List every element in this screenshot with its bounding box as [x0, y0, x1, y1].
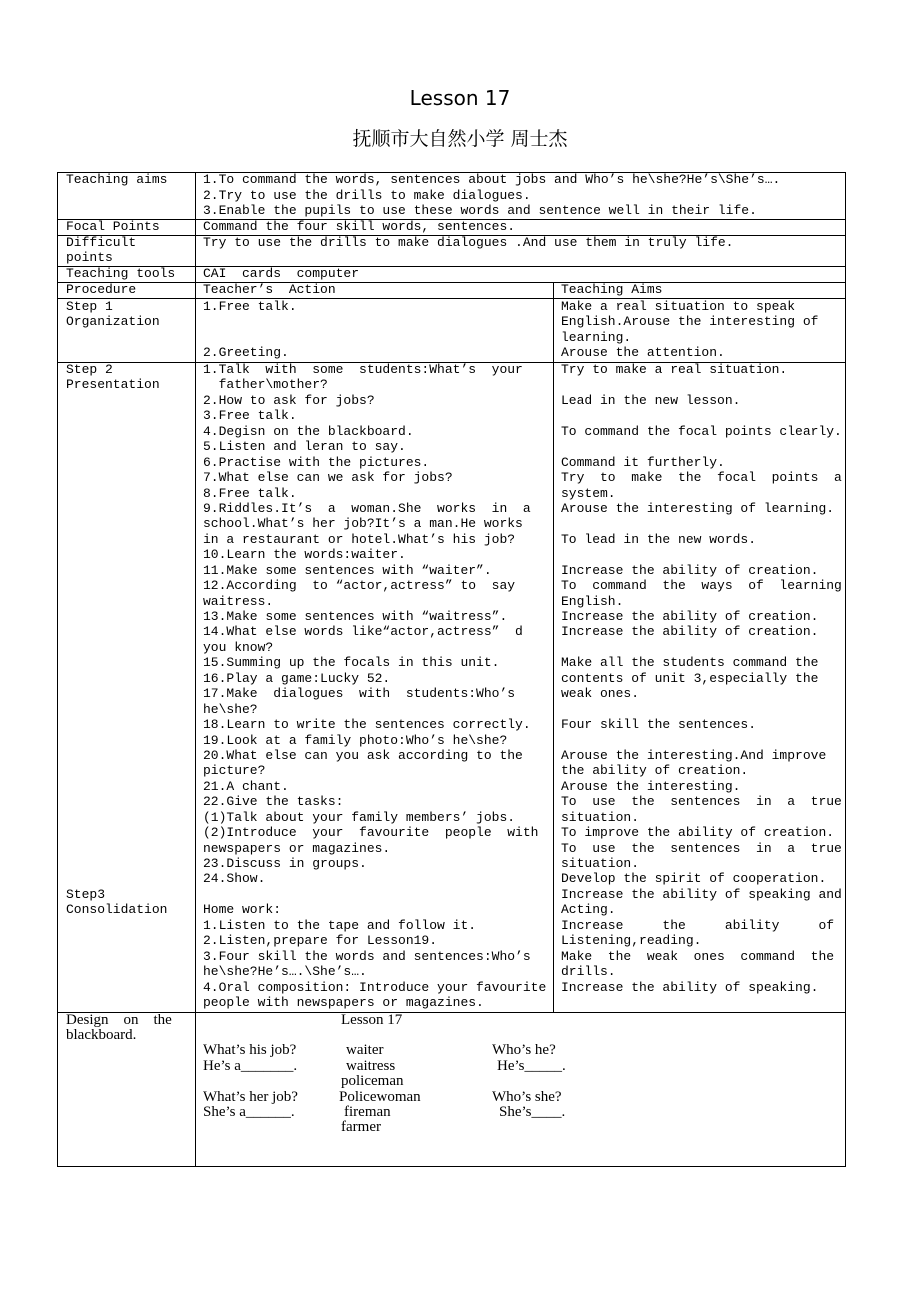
text-line: Make the weak ones command the [561, 948, 835, 964]
text-line: Acting. [561, 902, 616, 918]
teacher-action-header: Teacher’s Action [203, 282, 336, 297]
text-line [561, 702, 842, 717]
text-line: Organization [66, 314, 160, 330]
text-line: To use the sentences in a true [561, 794, 842, 810]
text-line: To command the ways of learning [561, 578, 842, 594]
text-line: Lead in the new lesson. [561, 392, 741, 408]
text-line [66, 424, 167, 439]
text-line: Arouse the interesting of learning. [561, 500, 835, 516]
text-line [66, 470, 167, 485]
text-line: 2.Greeting. [203, 345, 289, 361]
text-line: Increase the ability of creation. [561, 624, 819, 640]
text-line: waitress. [203, 593, 274, 609]
text-line [561, 640, 842, 655]
text-line: 1.Listen to the tape and follow it. [203, 917, 477, 933]
text-line: situation. [561, 809, 640, 825]
text-line: Step 1 [66, 299, 113, 314]
text-line [203, 887, 546, 902]
difficult-text: Try to use the drills to make dialogues .And use them in truly life. [203, 235, 734, 250]
text-line: school.What’s her job?It’s a man.He works [203, 516, 523, 532]
text-line [66, 717, 167, 732]
step1-aims [561, 299, 818, 361]
text-line [66, 563, 167, 578]
word-fireman: fireman [344, 1104, 391, 1120]
blackboard-a1: He’s a_______. [203, 1058, 298, 1074]
word-waitress: waitress [346, 1058, 396, 1074]
text-line [66, 516, 167, 531]
text-line: Increase the ability of speaking and [561, 886, 842, 902]
design-label-1: Design on the [66, 1012, 172, 1028]
text-line: picture? [203, 763, 266, 779]
text-line [66, 810, 167, 825]
text-line: Try to make the focal points a [561, 470, 842, 486]
text-line: 2.Listen,prepare for Lesson19. [203, 933, 438, 949]
blackboard-title: Lesson 17 [341, 1012, 403, 1028]
blackboard-who1-answer: He’s_____. [497, 1058, 566, 1074]
text-line: Increase the ability of [561, 917, 835, 933]
text-line: system. [561, 485, 616, 501]
text-line [66, 825, 167, 840]
teaching-aims-header: Teaching Aims [561, 282, 663, 297]
text-line: Command it furtherly. [561, 454, 725, 470]
text-line [561, 547, 842, 562]
text-line: 22.Give the tasks: [203, 794, 344, 810]
text-line: 10.Learn the words:waiter. [203, 547, 406, 563]
text-line: Presentation [66, 377, 160, 393]
text-line: 21.A chant. [203, 778, 289, 794]
text-line [66, 408, 167, 423]
text-line: he\she? [203, 701, 258, 717]
text-line: Develop the spirit of cooperation. [561, 871, 827, 887]
text-line: To use the sentences in a true [561, 840, 842, 856]
text-line: people with newspapers or magazines. [203, 994, 484, 1010]
text-line: Increase the ability of creation. [561, 562, 819, 578]
text-line: Arouse the interesting.And improve [561, 747, 827, 763]
difficult-label-2: points [66, 250, 113, 265]
step1-label [66, 299, 160, 330]
tools-text: CAI cards computer [203, 266, 360, 281]
text-line: situation. [561, 856, 640, 871]
step23-aims [561, 362, 842, 1010]
text-line: 1.Free talk. [203, 299, 297, 314]
text-line [66, 702, 167, 717]
text-line [561, 995, 842, 1010]
text-line [66, 686, 167, 701]
text-line: 16.Play a game:Lucky 52. [203, 670, 391, 686]
text-line: weak ones. [561, 686, 640, 702]
aim-3: 3.Enable the pupils to use these words and sentence well in their life. [203, 203, 757, 218]
text-line [66, 841, 167, 856]
text-line [561, 439, 842, 454]
text-line: Try to make a real situation. [561, 362, 788, 377]
text-line: Increase the ability of creation. [561, 609, 819, 624]
text-line: learning. [561, 329, 632, 345]
text-line [561, 408, 842, 423]
difficult-label-1: Difficult [66, 235, 137, 250]
text-line [66, 624, 167, 639]
text-line: 4.Oral composition: Introduce your favourite [203, 979, 547, 995]
page-title: Lesson 17 [409, 86, 511, 110]
step1-actions [203, 299, 297, 361]
procedure-header: Procedure [66, 282, 137, 297]
blackboard-who2-answer: She’s____. [499, 1104, 566, 1120]
text-line: you know? [203, 639, 274, 655]
text-line: 3.Four skill the words and sentences:Who’s [203, 948, 531, 964]
text-line: To lead in the new words. [561, 531, 757, 547]
school-and-author: 抚顺市大自然小学 周士杰 [352, 128, 568, 150]
text-line: he\she?He’s….\She’s…. [203, 964, 367, 980]
text-line [66, 794, 167, 809]
text-line [66, 594, 167, 609]
text-line [66, 763, 167, 778]
text-line: 11.Make some sentences with “waiter”. [203, 562, 492, 578]
text-line [66, 501, 167, 516]
text-line [66, 609, 167, 624]
step23-label [66, 362, 167, 918]
text-line: contents of unit 3,especially the [561, 670, 819, 686]
text-line: Arouse the interesting. [561, 778, 741, 794]
text-line: 14.What else words like“actor,actress” d [203, 624, 523, 640]
text-line: To command the focal points clearly. [561, 423, 842, 439]
blackboard-q1: What’s his job? [203, 1042, 297, 1058]
text-line: 12.According to “actor,actress” to say [203, 578, 516, 594]
text-line: the ability of creation. [561, 763, 749, 779]
text-line [66, 486, 167, 501]
text-line [66, 655, 167, 670]
word-policewoman: Policewoman [339, 1089, 421, 1105]
text-line: newspapers or magazines. [203, 840, 391, 856]
text-line [561, 516, 842, 531]
text-line: in a restaurant or hotel.What’s his job? [203, 531, 516, 547]
blackboard-who2: Who’s she? [492, 1089, 562, 1105]
text-line [66, 547, 167, 562]
text-line: 3.Free talk. [203, 408, 297, 424]
text-line: English.Arouse the interesting of [561, 314, 819, 330]
aim-2: 2.Try to use the drills to make dialogues. [203, 188, 531, 203]
text-line: 5.Listen and leran to say. [203, 439, 406, 455]
step23-actions [203, 362, 546, 1010]
focal-label: Focal Points [66, 219, 160, 234]
aim-1: 1.To command the words, sentences about jobs and Who’s he\she?He’s\She’s…. [203, 172, 781, 187]
text-line: Home work: [203, 902, 282, 918]
text-line: 8.Free talk. [203, 485, 297, 501]
blackboard-who1: Who’s he? [492, 1042, 556, 1058]
text-line: Consolidation [66, 902, 168, 918]
text-line [203, 314, 297, 329]
text-line: 23.Discuss in groups. [203, 856, 367, 871]
text-line [66, 640, 167, 655]
word-farmer: farmer [341, 1119, 381, 1135]
text-line: 24.Show. [203, 871, 266, 887]
text-line: Step3 [66, 886, 106, 902]
text-line: 13.Make some sentences with “waitress”. [203, 609, 508, 624]
text-line: 7.What else can we ask for jobs? [203, 470, 453, 486]
text-line [66, 393, 167, 408]
text-line: (2)Introduce your favourite people with [203, 825, 539, 841]
text-line: 19.Look at a family photo:Who’s he\she? [203, 732, 508, 748]
text-line [66, 856, 167, 871]
text-line: 4.Degisn on the blackboard. [203, 423, 414, 439]
text-line: father\mother? [203, 377, 328, 393]
text-line: To improve the ability of creation. [561, 825, 835, 841]
text-line: drills. [561, 964, 616, 980]
text-line [66, 748, 167, 763]
text-line: Listening,reading. [561, 933, 702, 949]
focal-text: Command the four skill words, sentences. [203, 219, 516, 234]
text-line: 17.Make dialogues with students:Who’s [203, 686, 516, 702]
text-line: 20.What else can you ask according to the [203, 747, 523, 763]
text-line [66, 455, 167, 470]
text-line [66, 671, 167, 686]
text-line [561, 733, 842, 748]
text-line: 9.Riddles.It’s a woman.She works in a [203, 500, 531, 516]
blackboard-a2: She’s a______. [203, 1104, 295, 1120]
aims-label: Teaching aims [66, 172, 168, 187]
text-line: 18.Learn to write the sentences correctly. [203, 717, 531, 733]
word-policeman: policeman [341, 1073, 404, 1089]
text-line: Step 2 [66, 362, 113, 377]
text-line: 1.Talk with some students:What’s your [203, 362, 523, 377]
word-waiter: waiter [346, 1042, 384, 1058]
text-line: English. [561, 593, 624, 609]
text-line: Arouse the attention. [561, 345, 725, 361]
text-line: Make all the students command the [561, 655, 819, 671]
text-line: 15.Summing up the focals in this unit. [203, 655, 500, 671]
text-line: 6.Practise with the pictures. [203, 454, 430, 470]
text-line: Four skill the sentences. [561, 717, 757, 733]
text-line: (1)Talk about your family members’ jobs. [203, 809, 516, 825]
text-line: 2.How to ask for jobs? [203, 392, 375, 408]
text-line [66, 871, 167, 886]
text-line [66, 532, 167, 547]
text-line [66, 733, 167, 748]
tools-label: Teaching tools [66, 266, 176, 281]
text-line: Increase the ability of speaking. [561, 979, 819, 995]
text-line [66, 779, 167, 794]
text-line [66, 439, 167, 454]
text-line [66, 578, 167, 593]
text-line [561, 377, 842, 392]
text-line: Make a real situation to speak [561, 299, 796, 314]
text-line [203, 330, 297, 345]
design-label-2: blackboard. [66, 1027, 137, 1043]
blackboard-q2: What’s her job? [203, 1089, 298, 1105]
